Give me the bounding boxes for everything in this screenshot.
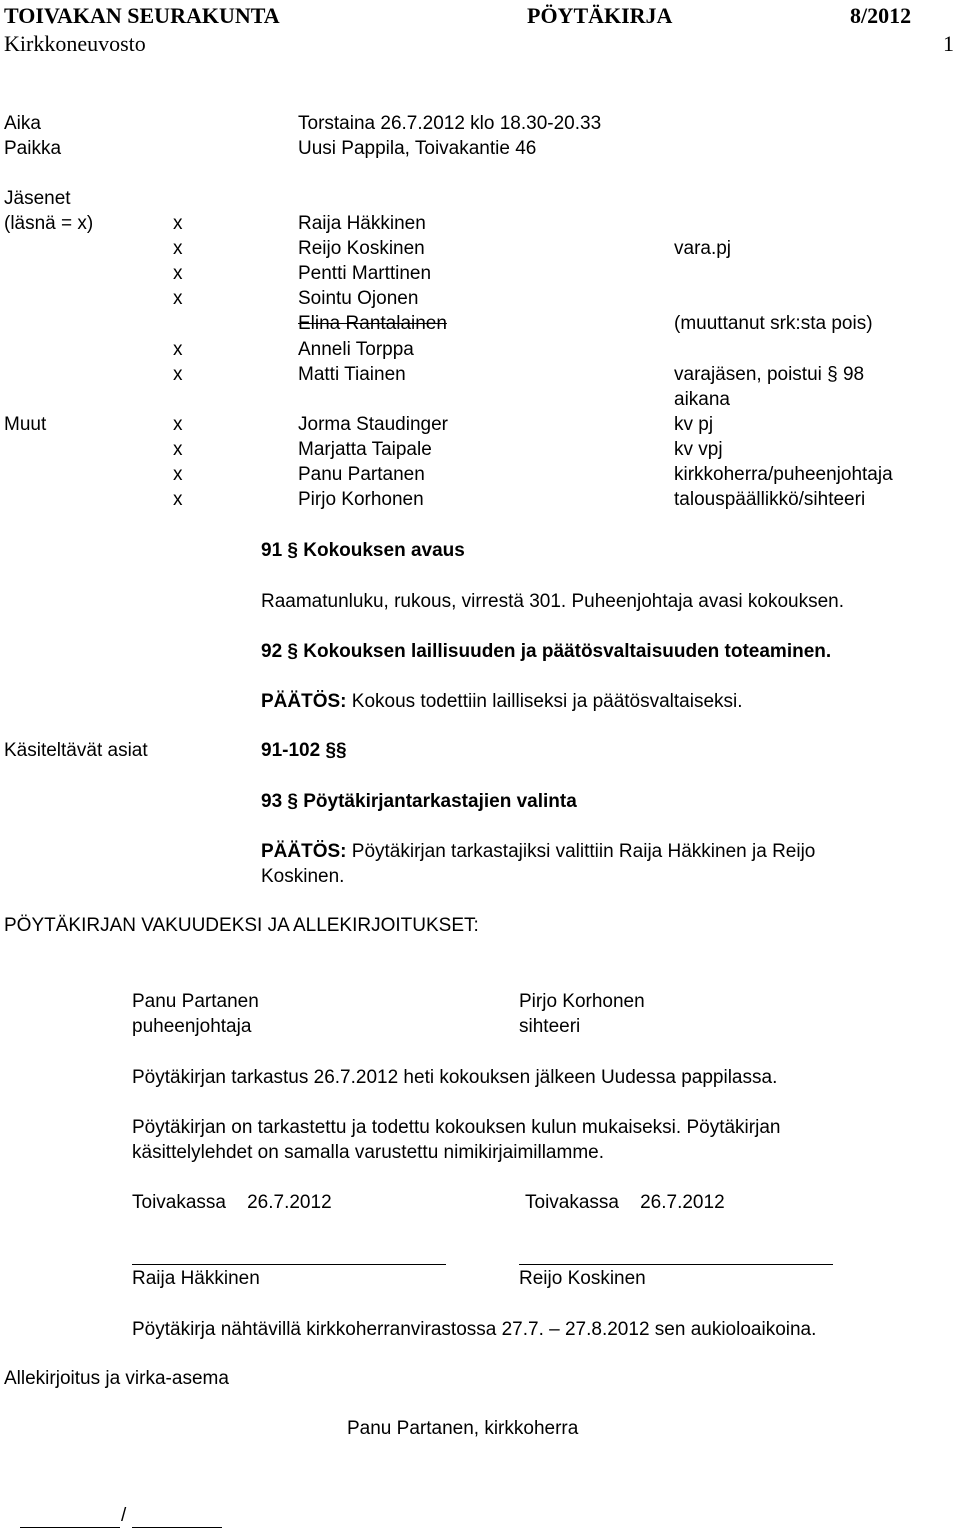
chair-name: Panu Partanen (132, 991, 259, 1012)
header-body: Kirkkoneuvosto (4, 31, 146, 56)
member-presence-mark: x (173, 213, 183, 234)
decision-text: Kokous todettiin lailliseksi ja päätösvaltaiseksi. (351, 691, 743, 712)
section-92-title: 92 § Kokouksen laillisuuden ja päätösvaltaisuuden toteaminen. (261, 641, 832, 662)
other-name: Panu Partanen (298, 464, 425, 485)
member-name: Pentti Marttinen (298, 263, 432, 284)
member-note: (muuttanut srk:sta pois) (674, 313, 873, 334)
section-91-text: Raamatunluku, rukous, virrestä 301. Puheenjohtaja avasi kokouksen. (261, 591, 845, 612)
date-line-month (132, 1527, 222, 1528)
decision-text: Pöytäkirjan tarkastajiksi valittiin Raija Häkkinen ja Reijo (351, 841, 816, 862)
minutes-check-note: Pöytäkirjan tarkastus 26.7.2012 heti kokouksen jälkeen Uudessa pappilassa. (132, 1067, 778, 1088)
decision-label: PÄÄTÖS: (261, 691, 347, 712)
other-role: talouspäällikkö/sihteeri (674, 489, 866, 510)
signature-line-left (132, 1264, 446, 1265)
signer-name: Panu Partanen, kirkkoherra (347, 1418, 579, 1439)
member-presence-mark: x (173, 238, 183, 259)
signature-line-right (519, 1264, 833, 1265)
place-date-left: Toivakassa 26.7.2012 (132, 1192, 332, 1213)
member-name-struck: Elina Rantalainen (298, 313, 447, 334)
time-value: Torstaina 26.7.2012 klo 18.30-20.33 (298, 113, 602, 134)
member-name: Anneli Torppa (298, 339, 414, 360)
section-91-title: 91 § Kokouksen avaus (261, 540, 465, 561)
members-presence-label: (läsnä = x) (4, 213, 94, 234)
place-value: Uusi Pappila, Toivakantie 46 (298, 138, 537, 159)
others-label: Muut (4, 414, 47, 435)
members-label: Jäsenet (4, 188, 71, 209)
items-label: Käsiteltävät asiat (4, 740, 148, 761)
inspector-left-name: Raija Häkkinen (132, 1268, 260, 1289)
date-separator: / (121, 1505, 127, 1526)
items-range: 91-102 §§ (261, 740, 347, 761)
member-presence-mark: x (173, 263, 183, 284)
place-date-right: Toivakassa 26.7.2012 (525, 1192, 725, 1213)
signatures-heading: PÖYTÄKIRJAN VAKUUDEKSI JA ALLEKIRJOITUKSET: (4, 915, 479, 936)
member-name: Reijo Koskinen (298, 238, 425, 259)
other-name: Marjatta Taipale (298, 439, 432, 460)
other-name: Jorma Staudinger (298, 414, 448, 435)
signature-position-label: Allekirjoitus ja virka-asema (4, 1368, 229, 1389)
member-presence-mark: x (173, 339, 183, 360)
other-presence-mark: x (173, 439, 183, 460)
header-page-number: 1 (943, 31, 954, 56)
member-name: Raija Häkkinen (298, 213, 426, 234)
time-label: Aika (4, 113, 41, 134)
other-presence-mark: x (173, 489, 183, 510)
other-presence-mark: x (173, 464, 183, 485)
header-org: TOIVAKAN SEURAKUNTA (4, 3, 280, 28)
header-doc-number: 8/2012 (850, 3, 912, 28)
inspector-right-name: Reijo Koskinen (519, 1268, 646, 1289)
member-presence-mark: x (173, 288, 183, 309)
chair-role: puheenjohtaja (132, 1016, 252, 1037)
date-line-day (20, 1527, 120, 1528)
member-name: Sointu Ojonen (298, 288, 419, 309)
header-doc-type: PÖYTÄKIRJA (527, 3, 673, 28)
other-presence-mark: x (173, 414, 183, 435)
member-note: vara.pj (674, 238, 732, 259)
section-93-decision-continued: Koskinen. (261, 866, 345, 887)
section-93-title: 93 § Pöytäkirjantarkastajien valinta (261, 791, 577, 812)
other-role: kv pj (674, 414, 714, 435)
member-presence-mark: x (173, 364, 183, 385)
secretary-role: sihteeri (519, 1016, 581, 1037)
secretary-name: Pirjo Korhonen (519, 991, 645, 1012)
public-display-note: Pöytäkirja nähtävillä kirkkoherranvirastossa 27.7. – 27.8.2012 sen aukioloaikoina. (132, 1319, 817, 1340)
place-label: Paikka (4, 138, 62, 159)
member-name: Matti Tiainen (298, 364, 406, 385)
other-role: kirkkoherra/puheenjohtaja (674, 464, 893, 485)
decision-label: PÄÄTÖS: (261, 841, 347, 862)
section-92-decision (261, 692, 743, 713)
other-name: Pirjo Korhonen (298, 489, 424, 510)
verified-statement-continued: käsittelylehdet on samalla varustettu nimikirjaimillamme. (132, 1142, 605, 1163)
member-note-continued: aikana (674, 389, 730, 410)
other-role: kv vpj (674, 439, 723, 460)
member-note: varajäsen, poistui § 98 (674, 364, 865, 385)
verified-statement: Pöytäkirjan on tarkastettu ja todettu kokouksen kulun mukaiseksi. Pöytäkirjan (132, 1117, 781, 1138)
section-93-decision (261, 842, 815, 863)
